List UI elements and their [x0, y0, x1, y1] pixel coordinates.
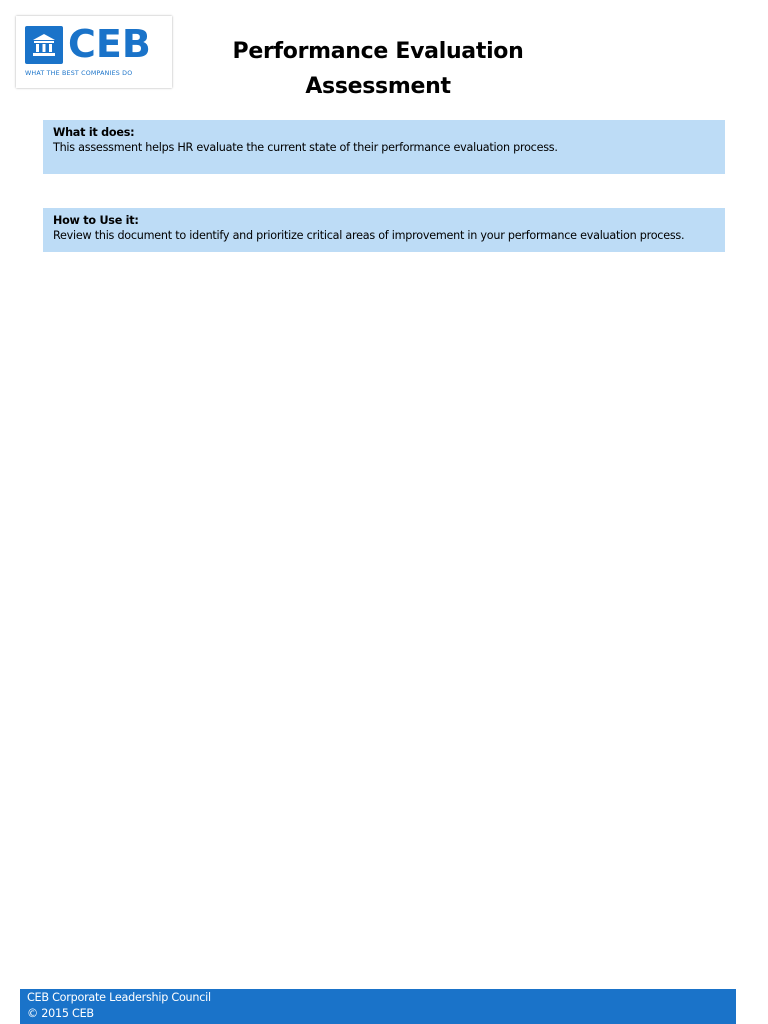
- page-title: [200, 34, 556, 104]
- ceb-logo: [16, 16, 172, 88]
- page-title-line-2: Assessment: [305, 74, 451, 99]
- building-icon: [25, 26, 63, 64]
- what-it-does-text: This assessment helps HR evaluate the current state of their performance evaluation process.: [53, 141, 558, 154]
- how-to-use-text: Review this document to identify and prioritize critical areas of improvement in your performance evaluation process.: [53, 229, 685, 242]
- how-to-use-heading: How to Use it:: [53, 214, 139, 227]
- footer-bar: [20, 989, 736, 1024]
- what-it-does-heading: What it does:: [53, 126, 135, 139]
- footer-org: CEB Corporate Leadership Council: [27, 991, 211, 1004]
- what-it-does-panel: [43, 120, 725, 174]
- footer-copyright: © 2015 CEB: [27, 1007, 94, 1020]
- logo-wordmark: CEB: [68, 22, 151, 66]
- page-title-line-1: Performance Evaluation: [232, 39, 524, 64]
- how-to-use-panel: [43, 208, 725, 252]
- logo-tagline: WHAT THE BEST COMPANIES DO: [25, 70, 133, 77]
